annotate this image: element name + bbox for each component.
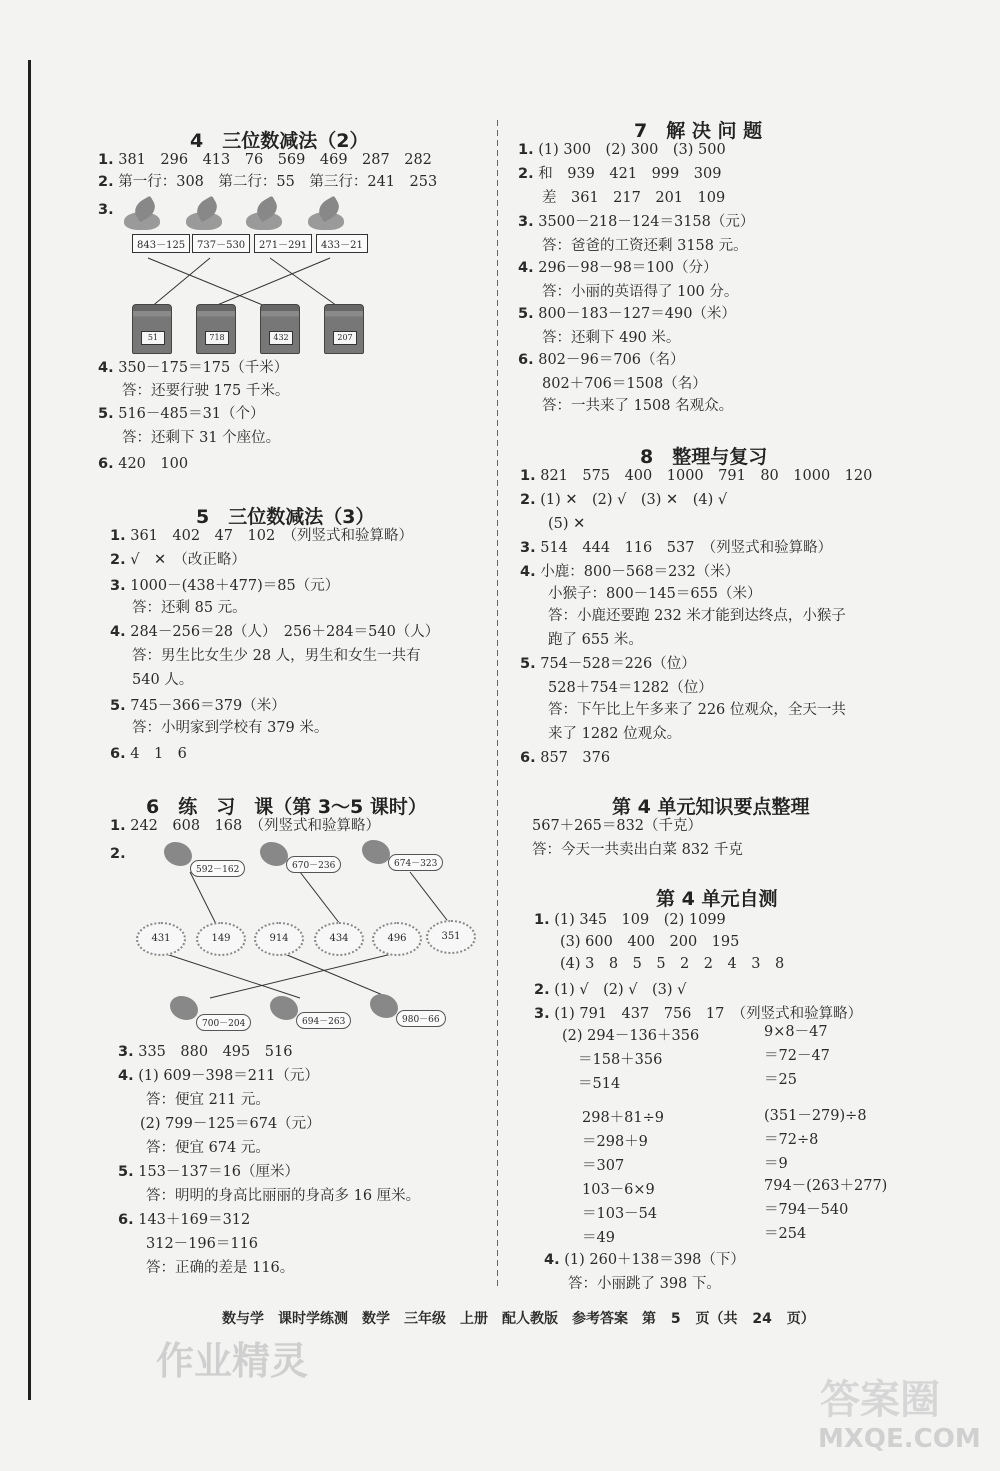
watermark-site: MXQE.COM: [818, 1424, 981, 1454]
s5-q2: [110, 550, 246, 570]
q-num: 6.: [98, 456, 114, 472]
answer-text: 745－366＝379（米）: [130, 698, 286, 714]
birds-matching-figure: [120, 198, 370, 358]
calc-4-line-2: ＝72÷8: [764, 1132, 819, 1148]
butterfly-tag-bottom-1: 700－204: [196, 1014, 251, 1031]
calc-2-line-2: ＝72－47: [764, 1048, 830, 1064]
jar-label-2: 718: [205, 331, 229, 345]
answer-text: 350－175＝175（千米）: [118, 360, 289, 376]
s4-q2: [98, 172, 437, 192]
answer-text: √ ✕ （改正略）: [130, 552, 246, 568]
q-num: 1.: [518, 142, 534, 158]
calc-4-line-1: (351－279)÷8: [764, 1108, 867, 1124]
s5-q4-answer-1: 答：男生比女生少 28 人，男生和女生一共有: [132, 648, 421, 664]
answer-text: 小鹿：800－568＝232（米）: [540, 564, 740, 580]
st-q4: [544, 1250, 745, 1270]
answer-text: 821 575 400 1000 791 80 1000 120: [540, 468, 873, 484]
s7-q6-answer: 答：一共来了 1508 名观众。: [542, 398, 734, 414]
flower-6: 351: [426, 920, 476, 954]
flower-5: 496: [372, 922, 422, 956]
answer-text: 和 939 421 999 309: [538, 166, 722, 182]
s5-q4-answer-2: 540 人。: [132, 672, 194, 688]
q-num: 4.: [518, 260, 534, 276]
q-num: 6.: [110, 746, 126, 762]
calc-5-line-1: 103－6×9: [582, 1182, 655, 1198]
flower-3: 914: [254, 922, 304, 956]
answer-text: 153－137＝16（厘米）: [138, 1164, 300, 1180]
s8-q2b: (5) ✕: [548, 516, 586, 532]
answer-text: (1) 300 (2) 300 (3) 500: [538, 142, 726, 158]
q-num: 2.: [520, 492, 536, 508]
s8-q4-answer-1: 答：小鹿还要跑 232 米才能到达终点，小猴子: [548, 608, 846, 624]
calc-6-line-1: 794－(263＋277): [764, 1178, 888, 1194]
butterfly-tag-bottom-3: 980－66: [396, 1010, 446, 1027]
calc-3-line-2: ＝298＋9: [582, 1134, 648, 1150]
s6-q5-answer: 答：明明的身高比丽丽的身高多 16 厘米。: [146, 1188, 421, 1204]
watermark-answers: 答案圈: [820, 1377, 940, 1423]
jar-icon: [132, 304, 172, 354]
q-num: 3.: [534, 1006, 550, 1022]
answer-text: 143＋169＝312: [138, 1212, 251, 1228]
summary-line-2: 答：今天一共卖出白菜 832 千克: [532, 842, 743, 858]
s6-q4b-answer: 答：便宜 674 元。: [146, 1140, 270, 1156]
s7-q2b: 差 361 217 201 109: [542, 190, 726, 206]
bird-tag-4: 433－21: [316, 234, 368, 253]
q-num: 2.: [518, 166, 534, 182]
q-num: 6.: [118, 1212, 134, 1228]
s4-q4-answer: 答：还要行驶 175 千米。: [122, 383, 290, 399]
s8-q5-answer-2: 来了 1282 位观众。: [548, 726, 682, 742]
s6-q4b: (2) 799－125＝674（元）: [140, 1116, 321, 1132]
s7-q5-answer: 答：还剩下 490 米。: [542, 330, 681, 346]
s7-q4-answer: 答：小丽的英语得了 100 分。: [542, 284, 739, 300]
selftest-title: 第 4 单元自测: [656, 888, 778, 910]
answer-text: 754－528＝226（位）: [540, 656, 696, 672]
s8-q2: [520, 490, 727, 510]
q-num: 1.: [534, 912, 550, 928]
s6-q1: [110, 816, 380, 836]
calc-6-line-3: ＝254: [764, 1226, 807, 1242]
watermark-homework: 作业精灵: [156, 1339, 309, 1383]
s5-q5-answer: 答：小明家到学校有 379 米。: [132, 720, 329, 736]
answer-text: 381 296 413 76 569 469 287 282: [118, 152, 432, 168]
answer-text: (1) ✕ (2) √ (3) ✕ (4) √: [540, 492, 728, 508]
answer-text: 857 376: [540, 750, 611, 766]
s4-q4: [98, 358, 288, 378]
s5-q3-answer: 答：还剩 85 元。: [132, 600, 247, 616]
q-num: 4.: [98, 360, 114, 376]
calc-3-line-1: 298＋81÷9: [582, 1110, 665, 1126]
answer-text: 516－485＝31（个）: [118, 406, 265, 422]
q-num: 5.: [110, 698, 126, 714]
calc-5-line-3: ＝49: [582, 1230, 615, 1246]
answer-text: 1000－(438＋477)＝85（元）: [130, 578, 340, 594]
q-num: 3.: [518, 214, 534, 230]
s6-q6: [118, 1210, 250, 1230]
q-num: 3.: [110, 578, 126, 594]
s7-q1: [518, 140, 726, 160]
s8-q3: [520, 538, 832, 558]
s8-q1: [520, 466, 872, 486]
s4-q6: [98, 454, 188, 474]
page-footer: 数与学 课时学练测 数学 三年级 上册 配人教版 参考答案 第 5 页（共 24 页）: [222, 1311, 815, 1327]
jar-label-1: 51: [141, 331, 165, 345]
butterfly-tag-top-1: 592－162: [190, 860, 245, 877]
s8-q4b: 小猴子：800－145＝655（米）: [548, 586, 762, 602]
s4-q5: [98, 404, 265, 424]
section-8-title: 8 整理与复习: [640, 446, 768, 468]
q-num: 2.: [110, 846, 126, 862]
bird-tag-1: 843－125: [132, 234, 190, 253]
answer-text: 296－98－98＝100（分）: [538, 260, 718, 276]
answer-text: 3500－218－124＝3158（元）: [538, 214, 755, 230]
answer-text: 800－183－127＝490（米）: [538, 306, 736, 322]
scan-edge: [28, 60, 31, 1400]
q-num: 4.: [520, 564, 536, 580]
st-q1: [534, 910, 726, 930]
calc-3-line-3: ＝307: [582, 1158, 625, 1174]
q-num: 5.: [98, 406, 114, 422]
jar-icon: [196, 304, 236, 354]
s7-q3-answer: 答：爸爸的工资还剩 3158 元。: [542, 238, 748, 254]
summary-title: 第 4 单元知识要点整理: [612, 796, 810, 818]
answer-text: 284－256＝28（人） 256＋284＝540（人）: [130, 624, 440, 640]
s8-q5-answer-1: 答：下午比上午多来了 226 位观众，全天一共: [548, 702, 846, 718]
jar-label-3: 432: [269, 331, 293, 345]
calc-6-line-2: ＝794－540: [764, 1202, 849, 1218]
st-q4-answer: 答：小丽跳了 398 下。: [568, 1276, 721, 1292]
q-num: 1.: [98, 152, 114, 168]
q-num: 4.: [110, 624, 126, 640]
calc-1-line-2: ＝158＋356: [578, 1052, 663, 1068]
calc-2-line-1: 9×8－47: [764, 1024, 828, 1040]
jar-label-4: 207: [333, 331, 357, 345]
summary-line-1: 567＋265＝832（千克）: [532, 818, 703, 834]
s5-q5: [110, 696, 286, 716]
answer-text: 335 880 495 516: [138, 1044, 293, 1060]
answer-text: (1) 791 437 756 17 （列竖式和验算略）: [554, 1006, 863, 1022]
q-num: 1.: [110, 528, 126, 544]
s6-q6b: 312－196＝116: [146, 1236, 259, 1252]
jar-icon: [324, 304, 364, 354]
s8-q5b: 528＋754＝1282（位）: [548, 680, 713, 696]
section-5-title: 5 三位数减法（3）: [196, 506, 375, 528]
s7-q6: [518, 350, 685, 370]
s4-q1: [98, 150, 432, 170]
s6-q3: [118, 1042, 292, 1062]
q-num: 4.: [118, 1068, 134, 1084]
calc-1-line-1: (2) 294－136＋356: [562, 1028, 700, 1044]
column-divider: [497, 120, 498, 1290]
s5-q1: [110, 526, 413, 546]
s6-q4a-answer: 答：便宜 211 元。: [146, 1092, 270, 1108]
s6-q5: [118, 1162, 299, 1182]
calc-5-line-2: ＝103－54: [582, 1206, 658, 1222]
q-num: 4.: [544, 1252, 560, 1268]
q-num: 3.: [98, 202, 114, 218]
s7-q5: [518, 304, 736, 324]
flower-2: 149: [196, 922, 246, 956]
s5-q3: [110, 576, 339, 596]
section-7-title: 7 解 决 问 题: [634, 120, 763, 142]
q-num: 2.: [98, 174, 114, 190]
answer-text: (1) 609－398＝211（元）: [138, 1068, 319, 1084]
s5-q6: [110, 744, 187, 764]
jar-icon: [260, 304, 300, 354]
answer-text: 4 1 6: [130, 746, 187, 762]
s7-q4: [518, 258, 717, 278]
s6-q4: [118, 1066, 319, 1086]
q-num: 2.: [110, 552, 126, 568]
q-num: 6.: [520, 750, 536, 766]
q-num: 5.: [520, 656, 536, 672]
flower-4: 434: [314, 922, 364, 956]
st-q3: [534, 1004, 862, 1024]
answer-text: 242 608 168 （列竖式和验算略）: [130, 818, 380, 834]
s4-q5-answer: 答：还剩下 31 个座位。: [122, 430, 281, 446]
calc-1-line-3: ＝514: [578, 1076, 621, 1092]
answer-text: 第一行：308 第二行：55 第三行：241 253: [118, 174, 438, 190]
answer-text: 361 402 47 102 （列竖式和验算略）: [130, 528, 413, 544]
calc-2-line-3: ＝25: [764, 1072, 797, 1088]
section-4-title: 4 三位数减法（2）: [190, 130, 369, 152]
q-num: 2.: [534, 982, 550, 998]
s8-q4-answer-2: 跑了 655 米。: [548, 632, 643, 648]
s4-q3: [98, 200, 114, 220]
butterfly-matching-figure: [130, 838, 470, 1038]
st-q2: [534, 980, 686, 1000]
q-num: 6.: [518, 352, 534, 368]
s7-q6b: 802＋706＝1508（名）: [542, 376, 707, 392]
answer-text: 802－96＝706（名）: [538, 352, 685, 368]
s7-q3: [518, 212, 754, 232]
st-q1c: (4) 3 8 5 5 2 2 4 3 8: [560, 956, 785, 972]
q-num: 1.: [520, 468, 536, 484]
butterfly-tag-bottom-2: 694－263: [296, 1012, 351, 1029]
s6-q6-answer: 答：正确的差是 116。: [146, 1260, 295, 1276]
answer-text: (1) 260＋138＝398（下）: [564, 1252, 745, 1268]
s8-q4: [520, 562, 739, 582]
q-num: 5.: [518, 306, 534, 322]
q-num: 3.: [118, 1044, 134, 1060]
butterfly-tag-top-2: 670－236: [286, 856, 341, 873]
answer-text: (1) 345 109 (2) 1099: [554, 912, 726, 928]
s8-q5: [520, 654, 696, 674]
q-num: 3.: [520, 540, 536, 556]
section-6-title: 6 练 习 课（第 3～5 课时）: [146, 796, 427, 818]
bird-tag-2: 737－530: [192, 234, 250, 253]
s6-q2: [110, 844, 126, 864]
butterfly-tag-top-3: 674－323: [388, 854, 443, 871]
calc-4-line-3: ＝9: [764, 1156, 788, 1172]
q-num: 5.: [118, 1164, 134, 1180]
s7-q2: [518, 164, 721, 184]
bird-tag-3: 271－291: [254, 234, 312, 253]
s8-q6: [520, 748, 610, 768]
s5-q4: [110, 622, 439, 642]
answer-text: (1) √ (2) √ (3) √: [554, 982, 687, 998]
flower-1: 431: [136, 922, 186, 956]
answer-text: 514 444 116 537 （列竖式和验算略）: [540, 540, 833, 556]
answer-text: 420 100: [118, 456, 189, 472]
st-q1b: (3) 600 400 200 195: [560, 934, 740, 950]
q-num: 1.: [110, 818, 126, 834]
